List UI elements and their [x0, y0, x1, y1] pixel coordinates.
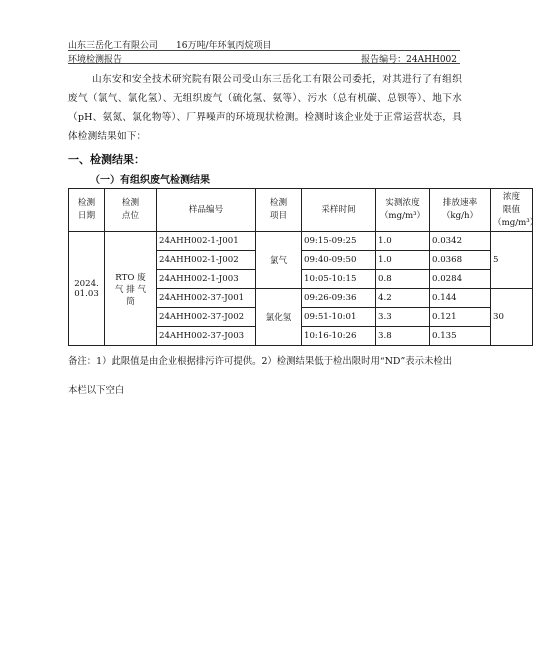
header-report-type: 环境检测报告 [68, 55, 123, 65]
cell-emission-rate: 0.0284 [430, 270, 491, 289]
cell-limit: 5 [491, 232, 533, 289]
table-note: 备注：1）此限值是由企业根据排污许可提供。2）检测结果低于检出限时用“ND”表示未检出 [68, 356, 453, 367]
cell-sample-id: 24AHH002-37-J002 [157, 308, 256, 327]
cell-time: 10:05-10:15 [302, 270, 376, 289]
cell-emission-rate: 0.144 [430, 289, 491, 308]
intro-paragraph: 山东安和安全技术研究院有限公司受山东三岳化工有限公司委托，对其进行了有组织废气（氯气、氯化氢）、无组织废气（硫化氢、氨等）、污水（总有机碳、总钡等）、地下水（pH、氨氮、氯化物等）、厂界噪声的环境现状检测。检测时该企业处于正常运营状态，具体检测结果如下： [68, 74, 462, 142]
column-header: 实测浓度 （mg/m³） [376, 189, 430, 232]
results-table [68, 188, 538, 346]
header-divider [68, 63, 460, 64]
cell-sample-id: 24AHH002-37-J001 [157, 289, 256, 308]
cell-concentration: 3.8 [376, 327, 430, 346]
column-header: 样品编号 [157, 189, 256, 232]
cell-emission-rate: 0.135 [430, 327, 491, 346]
cell-point: RTO 废 气 排 气 筒 [105, 232, 157, 346]
cell-concentration: 4.2 [376, 289, 430, 308]
header-company-project: 山东三岳化工有限公司 16万吨/年环氧丙烷项目 [68, 41, 272, 51]
table-header-row [69, 189, 533, 232]
header-divider [68, 50, 460, 51]
cell-emission-rate: 0.121 [430, 308, 491, 327]
cell-sample-id: 24AHH002-1-J002 [157, 251, 256, 270]
subsection-heading: （一）有组织废气检测结果 [90, 175, 210, 186]
cell-limit: 30 [491, 289, 533, 346]
cell-concentration: 1.0 [376, 251, 430, 270]
cell-item: 氯化氢 [256, 289, 302, 346]
blank-below-marker: 本栏以下空白 [68, 385, 125, 396]
cell-concentration: 3.3 [376, 308, 430, 327]
cell-time: 10:16-10:26 [302, 327, 376, 346]
cell-item: 氯气 [256, 232, 302, 289]
cell-emission-rate: 0.0368 [430, 251, 491, 270]
header-report-number: 报告编号：24AHH002 [361, 55, 457, 65]
section-heading: 一、检测结果： [68, 153, 145, 166]
cell-time: 09:40-09:50 [302, 251, 376, 270]
cell-date: 2024. 01.03 [69, 232, 105, 346]
column-header: 浓度 限值 （mg/m³） [491, 189, 533, 232]
cell-concentration: 0.8 [376, 270, 430, 289]
cell-time: 09:26-09:36 [302, 289, 376, 308]
column-header: 检测 日期 [69, 189, 105, 232]
cell-emission-rate: 0.0342 [430, 232, 491, 251]
cell-sample-id: 24AHH002-1-J001 [157, 232, 256, 251]
cell-concentration: 1.0 [376, 232, 430, 251]
column-header: 排放速率 （kg/h） [430, 189, 491, 232]
column-header: 检测 项目 [256, 189, 302, 232]
column-header: 采样时间 [302, 189, 376, 232]
cell-sample-id: 24AHH002-1-J003 [157, 270, 256, 289]
cell-time: 09:15-09:25 [302, 232, 376, 251]
cell-time: 09:51-10:01 [302, 308, 376, 327]
column-header: 检测 点位 [105, 189, 157, 232]
table-row [69, 232, 533, 251]
cell-sample-id: 24AHH002-37-J003 [157, 327, 256, 346]
